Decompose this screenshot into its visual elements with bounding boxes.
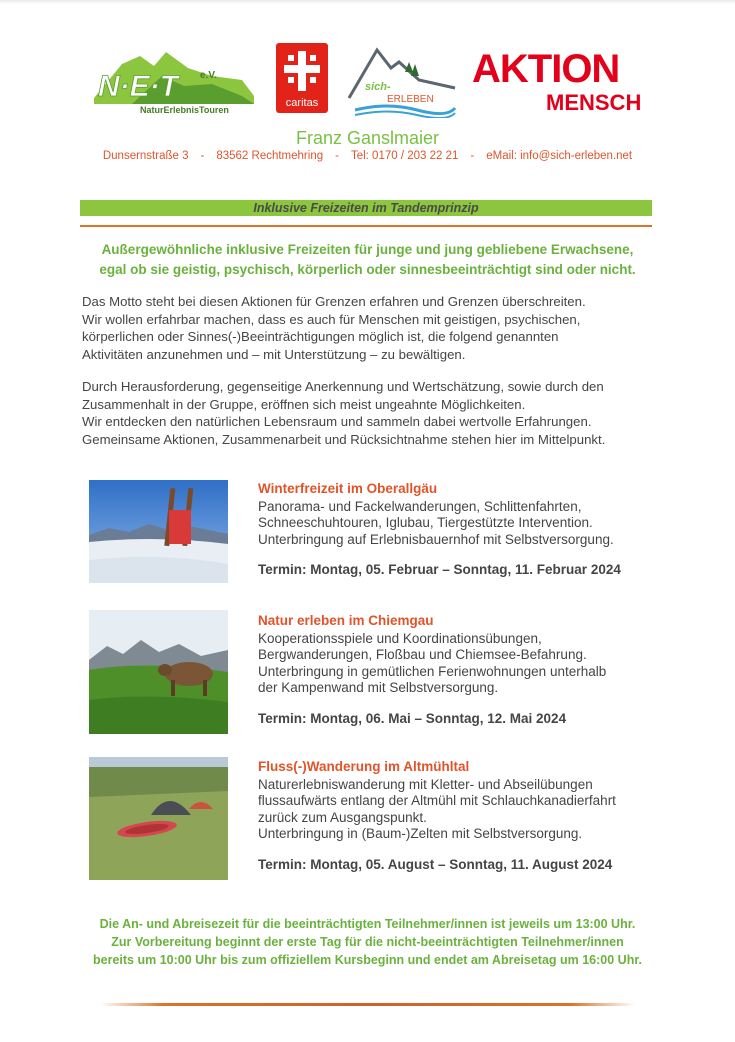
svg-text:MENSCH: MENSCH xyxy=(546,90,642,114)
phone-number: Tel: 0170 / 203 22 21 xyxy=(350,150,459,162)
email-address[interactable]: eMail: info@sich-erleben.net xyxy=(486,150,633,162)
motto-paragraph xyxy=(82,293,682,363)
text-line: Gemeinsame Aktionen, Zusammenarbeit und Rücksichtnahme stehen hier im Mittelpunkt. xyxy=(82,431,606,447)
footer-note xyxy=(40,915,695,969)
event-line: Unterbringung in (Baum-)Zelten mit Selbstversorgung. xyxy=(258,826,583,841)
text-line: Das Motto steht bei diesen Aktionen für Grenzen erfahren und Grenzen überschreiten. xyxy=(82,294,586,309)
separator: - xyxy=(200,150,205,162)
text-line: körperlichen oder Sinnes(-)Beeinträchtigungen möglich ist, die folgend genannten xyxy=(82,329,559,344)
event-line: Naturerlebniswanderung mit Kletter- und Abseilübungen xyxy=(258,776,593,792)
text-line: Zusammenhalt in der Gruppe, eröffnen sich meist ungeahnte Möglichkeiten. xyxy=(82,396,526,412)
text-line: Wir entdecken den natürlichen Lebensraum und sammeln dabei wertvolle Erfahrungen. xyxy=(82,414,592,429)
event-title: Natur erleben im Chiemgau xyxy=(258,613,434,628)
event-line: Unterbringung auf Erlebnisbauernhof mit Selbstversorgung. xyxy=(258,531,614,547)
event-line: zurück zum Ausgangspunkt. xyxy=(258,809,427,825)
banner-divider xyxy=(80,225,652,227)
winter-sled-photo xyxy=(89,480,228,583)
separator: - xyxy=(470,150,475,162)
event-date: Termin: Montag, 05. August – Sonntag, 11. August 2024 xyxy=(258,856,613,872)
top-shadow-line xyxy=(0,0,735,4)
event-winter xyxy=(258,481,678,579)
event-title: Winterfreizeit im Oberallgäu xyxy=(258,481,438,496)
svg-text:N·E·T: N·E·T xyxy=(98,70,178,103)
footer-line: bereits um 10:00 Uhr bis zum offiziellem Kursbeginn und endet am Abreisetag um 16:00 Uhr. xyxy=(93,953,642,967)
event-line: Kooperationsspiele und Koordinationsübungen, xyxy=(258,630,542,646)
event-date: Termin: Montag, 05. Februar – Sonntag, 11. Februar 2024 xyxy=(258,562,621,577)
event-chiemgau xyxy=(258,613,678,727)
sich-erleben-logo xyxy=(347,40,457,118)
intro-line: egal ob sie geistig, psychisch, körperlich oder sinnesbeeinträchtigt sind oder nicht. xyxy=(99,262,636,277)
text-line: Durch Herausforderung, gegenseitige Anerkennung und Wertschätzung, sowie durch den xyxy=(82,379,604,394)
svg-text:NaturErlebnisTouren: NaturErlebnisTouren xyxy=(140,105,229,115)
caritas-logo xyxy=(276,43,328,113)
address-city: 83562 Rechtmehring xyxy=(216,150,324,162)
section-banner: Inklusive Freizeiten im Tandemprinzip xyxy=(80,200,652,216)
svg-text:AKTION: AKTION xyxy=(472,47,620,91)
svg-text:e.V.: e.V. xyxy=(200,70,217,81)
organizer-name: Franz Ganslmaier xyxy=(295,128,440,148)
text-line: Aktivitäten anzunehmen und – mit Unterstützung – zu bewältigen. xyxy=(82,346,466,362)
values-paragraph xyxy=(82,378,682,448)
event-line: Bergwanderungen, Floßbau und Chiemsee-Befahrung. xyxy=(258,647,587,662)
footer-line: Die An- und Abreisezeit für die beeinträchtigten Teilnehmer/innen ist jeweils um 13:00 Uhr. xyxy=(99,917,636,931)
net-ev-logo xyxy=(92,46,258,116)
svg-text:sich-: sich- xyxy=(365,81,391,93)
intro-line: Außergewöhnliche inklusive Freizeiten für junge und jung gebliebene Erwachsene, xyxy=(101,242,634,257)
event-line: Schneeschuhtouren, Iglubau, Tiergestützte Intervention. xyxy=(258,515,593,530)
svg-text:ERLEBEN: ERLEBEN xyxy=(387,94,434,105)
event-line: Unterbringung in gemütlichen Ferienwohnungen unterhalb xyxy=(258,663,607,679)
address-street: Dunsernstraße 3 xyxy=(102,150,189,162)
camp-tents-photo xyxy=(89,757,228,880)
text-line: Wir wollen erfahrbar machen, dass es auch für Menschen mit geistigen, psychischen, xyxy=(82,311,581,327)
event-line: der Kampenwand mit Selbstversorgung. xyxy=(258,680,499,695)
event-line: flussaufwärts entlang der Altmühl mit Schlauchkanadierfahrt xyxy=(258,793,616,808)
event-line: Panorama- und Fackelwanderungen, Schlittenfahrten, xyxy=(258,498,582,514)
bottom-divider xyxy=(100,1003,635,1006)
event-date: Termin: Montag, 06. Mai – Sonntag, 12. Mai 2024 xyxy=(258,710,567,726)
footer-line: Zur Vorbereitung beginnt der erste Tag für die nicht-beeinträchtigten Teilnehmer/innen xyxy=(111,935,624,949)
aktion-mensch-logo xyxy=(470,40,645,114)
alpine-cow-photo xyxy=(89,610,228,734)
event-title: Fluss(-)Wanderung im Altmühltal xyxy=(258,759,470,774)
intro-text xyxy=(60,240,675,280)
contact-line xyxy=(0,150,735,162)
svg-text:caritas: caritas xyxy=(285,97,319,109)
event-altmuehltal xyxy=(258,759,678,873)
separator: - xyxy=(335,150,339,162)
